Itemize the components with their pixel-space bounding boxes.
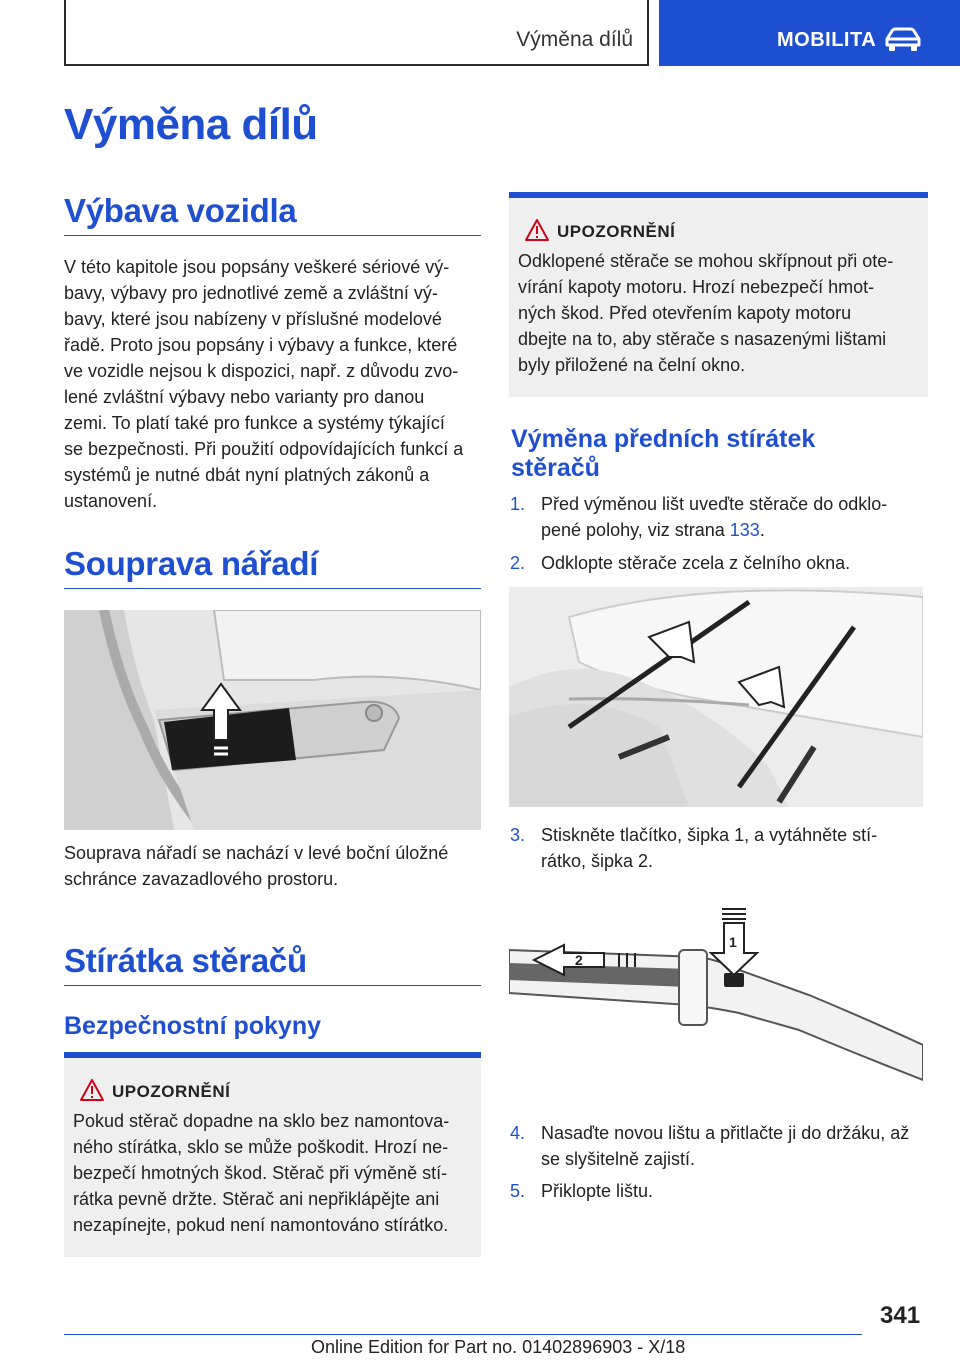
text-line: řadě. Proto jsou popsány i výbavy a funkce, které bbox=[64, 335, 458, 355]
text-line: se slyšitelně zajistí. bbox=[541, 1149, 696, 1169]
text-line bbox=[541, 517, 931, 543]
text-line: ustanovení. bbox=[64, 491, 158, 511]
warning-text bbox=[73, 1108, 475, 1238]
section-rule bbox=[64, 235, 481, 236]
subheading-wiper-replacement bbox=[511, 425, 931, 483]
toolkit-image bbox=[64, 610, 481, 830]
text-line: ných škod. Před otevřením kapoty motoru bbox=[518, 303, 852, 323]
wiper-blade-image bbox=[509, 905, 923, 1105]
step-number: 1. bbox=[510, 494, 526, 514]
text-line: ve vozidle nejsou k dispozici, např. z důvodu zvo‐ bbox=[64, 361, 459, 381]
text-line: nezapínejte, pokud není namontováno stírátko. bbox=[73, 1215, 449, 1235]
running-header bbox=[64, 0, 649, 66]
text-line: Odklopte stěrače zcela z čelního okna. bbox=[541, 553, 851, 573]
heading-line: Výměna předních stírátek bbox=[511, 425, 816, 453]
section-heading-souprava: Souprava nářadí bbox=[64, 545, 319, 582]
text-line: Nasaďte novou lištu a přitlačte ji do držáku, až bbox=[541, 1123, 910, 1143]
step-3 bbox=[510, 822, 930, 874]
text-line: bavy, které jsou nabízeny v příslušné modelové bbox=[64, 309, 442, 329]
warning-triangle-icon bbox=[79, 1078, 105, 1102]
warning-box bbox=[64, 1052, 481, 1257]
wiper-windshield-image bbox=[509, 587, 923, 807]
souprava-paragraph bbox=[64, 840, 484, 892]
text-line: Souprava nářadí se nachází v levé boční úložné bbox=[64, 843, 449, 863]
text-line: Pokud stěrač dopadne na sklo bez namontova‐ bbox=[73, 1111, 450, 1131]
step-text bbox=[541, 822, 931, 874]
warning-bar bbox=[509, 192, 928, 198]
text-span: . bbox=[759, 520, 765, 540]
text-line: lené zvláštní výbavy nebo varianty pro danou bbox=[64, 387, 425, 407]
warning-triangle-icon bbox=[524, 218, 550, 242]
text-line: rátka pevně držte. Stěrač ani nepřiklápějte ani bbox=[73, 1189, 440, 1209]
step-text bbox=[541, 491, 931, 543]
text-line: dbejte na to, aby stěrače s nasazenými lištami bbox=[518, 329, 887, 349]
page-title: Výměna dílů bbox=[64, 100, 318, 149]
vybava-paragraph bbox=[64, 254, 484, 514]
text-line: ného stírátka, sklo se může poškodit. Hrozí ne‐ bbox=[73, 1137, 449, 1157]
page-link[interactable]: 133 bbox=[729, 520, 760, 540]
text-line: V této kapitole jsou popsány veškeré sériové vý‐ bbox=[64, 257, 450, 277]
warning-label: UPOZORNĚNÍ bbox=[112, 1082, 231, 1101]
text-line: bavy, výbavy pro jednotlivé země a zvláštní vý‐ bbox=[64, 283, 438, 303]
heading-line: stěračů bbox=[511, 454, 600, 482]
warning-text bbox=[518, 248, 922, 378]
section-heading-stiratka: Stírátka stěračů bbox=[64, 942, 307, 979]
page-number: 341 bbox=[880, 1302, 921, 1329]
warning-label: UPOZORNĚNÍ bbox=[557, 222, 676, 241]
chapter-label: MOBILITA bbox=[777, 29, 877, 51]
step-text bbox=[541, 550, 931, 576]
text-line: Před výměnou lišt uveďte stěrače do odklo‐ bbox=[541, 494, 888, 514]
step-4 bbox=[510, 1120, 930, 1172]
step-number: 2. bbox=[510, 553, 526, 573]
section-rule bbox=[64, 985, 481, 986]
text-line: rátko, šipka 2. bbox=[541, 851, 654, 871]
warning-box bbox=[509, 192, 928, 397]
arrow-label-2: 2 bbox=[575, 952, 583, 968]
arrow-label-1: 1 bbox=[729, 934, 737, 950]
section-heading-vybava: Výbava vozidla bbox=[64, 192, 297, 229]
text-line: zemi. To platí také pro funkce a systémy týkající bbox=[64, 413, 445, 433]
step-number: 3. bbox=[510, 825, 526, 845]
text-line: Stiskněte tlačítko, šipka 1, a vytáhněte stí‐ bbox=[541, 825, 878, 845]
chapter-tab bbox=[659, 0, 960, 66]
subheading-safety: Bezpečnostní pokyny bbox=[64, 1012, 321, 1040]
text-span: pené polohy, viz strana bbox=[541, 520, 730, 540]
step-2 bbox=[510, 550, 930, 576]
footer-edition: Online Edition for Part no. 01402896903 - X/18 bbox=[311, 1337, 686, 1357]
car-icon bbox=[883, 27, 923, 53]
step-text bbox=[541, 1120, 931, 1172]
footer-rule bbox=[64, 1334, 862, 1335]
text-line: byly přiložené na čelní okno. bbox=[518, 355, 746, 375]
step-text bbox=[541, 1178, 931, 1204]
warning-bar bbox=[64, 1052, 481, 1058]
text-line: schránce zavazadlového prostoru. bbox=[64, 869, 339, 889]
step-1 bbox=[510, 491, 930, 543]
text-line: Přiklopte lištu. bbox=[541, 1181, 654, 1201]
text-line: bezpečí hmotných škod. Stěrač při výměně stí‐ bbox=[73, 1163, 448, 1183]
step-number: 5. bbox=[510, 1181, 526, 1201]
section-rule bbox=[64, 588, 481, 589]
text-line: systémů je nutné dbát nyní platných zákonů a bbox=[64, 465, 430, 485]
text-line: Odklopené stěrače se mohou skřípnout při ote‐ bbox=[518, 251, 894, 271]
header-section-title: Výměna dílů bbox=[516, 28, 633, 51]
text-line: se bezpečnosti. Při použití odpovídajících funkcí a bbox=[64, 439, 464, 459]
step-5 bbox=[510, 1178, 930, 1204]
text-line: vírání kapoty motoru. Hrozí nebezpečí hmot‐ bbox=[518, 277, 875, 297]
step-number: 4. bbox=[510, 1123, 526, 1143]
